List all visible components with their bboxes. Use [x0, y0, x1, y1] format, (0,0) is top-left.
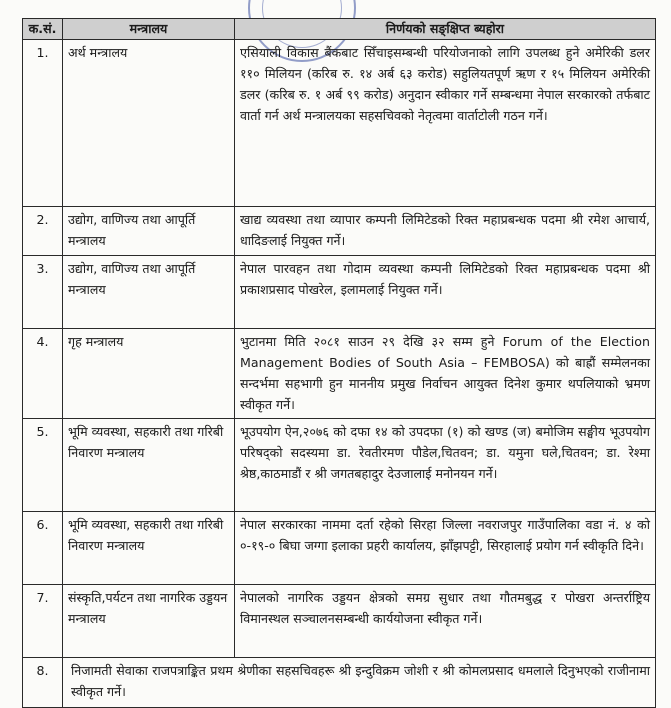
- row-ministry: उद्योग, वाणिज्य तथा आपूर्ति मन्त्रालय: [63, 207, 235, 256]
- row-sn: 4.: [23, 329, 63, 419]
- row-ministry: संस्कृति,पर्यटन तथा नागरिक उड्डयन मन्त्रालय: [63, 585, 235, 658]
- header-sn: क.सं.: [23, 19, 63, 40]
- table-row: [23, 207, 656, 256]
- row-decision: भूउपयोग ऐन,२०७६ को दफा १४ को उपदफा (१) को खण्ड (ज) बमोजिम सङ्घीय भूउपयोग परिषद्को सदस्यमा डा. रेवतीरमण पौडेल,चितवन; डा. यमुना घले,चितवन; डा. रेश्मा श्रेष्ठ,काठमाडौं र श्री जगतबहादुर देउजालाई मनोनयन गर्ने।: [235, 419, 656, 512]
- header-ministry: मन्त्रालय: [63, 19, 235, 40]
- row-sn: 1.: [23, 40, 63, 207]
- row-decision: नेपाल सरकारका नाममा दर्ता रहेको सिरहा जिल्ला नवराजपुर गाउँपालिका वडा नं. ४ को ०-१९-० बिघा जग्गा इलाका प्रहरी कार्यालय, झाँझपट्टी, सिरहालाई प्रयोग गर्न स्वीकृति दिने।: [235, 512, 656, 585]
- table-row: [23, 40, 656, 207]
- table-row: [23, 419, 656, 512]
- row-ministry: अर्थ मन्त्रालय: [63, 40, 235, 207]
- cabinet-decisions-table: [22, 18, 656, 708]
- row-ministry: भूमि व्यवस्था, सहकारी तथा गरिबी निवारण मन्त्रालय: [63, 512, 235, 585]
- row-sn: 3.: [23, 256, 63, 329]
- table-row: [23, 585, 656, 658]
- header-decision: निर्णयको सङ्क्षिप्त ब्यहोरा: [235, 19, 656, 40]
- row-ministry: भूमि व्यवस्था, सहकारी तथा गरिबी निवारण मन्त्रालय: [63, 419, 235, 512]
- table-row: [23, 256, 656, 329]
- table-row: [23, 329, 656, 419]
- row-sn: 8.: [23, 658, 63, 708]
- row-decision: खाद्य व्यवस्था तथा व्यापार कम्पनी लिमिटेडको रिक्त महाप्रबन्धक पदमा श्री रमेश आचार्य, धादिङलाई नियुक्त गर्ने।: [235, 207, 656, 256]
- row-decision: एसियाली विकास बैंकबाट सिँचाइसम्बन्धी परियोजनाको लागि उपलब्ध हुने अमेरिकी डलर ११० मिलियन (करिब रु. १४ अर्ब ६३ करोड) सहुलियतपूर्ण ऋण र १५ मिलियन अमेरिकी डलर (करिब रु. १ अर्ब ९९ करोड) अनुदान स्वीकार गर्ने सम्बन्धमा नेपाल सरकारको तर्फबाट वार्ता गर्न अर्थ मन्त्रालयका सहसचिवको नेतृत्वमा वार्ताटोली गठन गर्ने।: [235, 40, 656, 207]
- table-row: [23, 512, 656, 585]
- row-decision: नेपाल पारवहन तथा गोदाम व्यवस्था कम्पनी लिमिटेडको रिक्त महाप्रबन्धक पदमा श्री प्रकाशप्रसाद पोखरेल, इलामलाई नियुक्त गर्ने।: [235, 256, 656, 329]
- row-sn: 5.: [23, 419, 63, 512]
- row-ministry: गृह मन्त्रालय: [63, 329, 235, 419]
- row-ministry: उद्योग, वाणिज्य तथा आपूर्ति मन्त्रालय: [63, 256, 235, 329]
- row-sn: 7.: [23, 585, 63, 658]
- row-decision: नेपालको नागरिक उड्डयन क्षेत्रको समग्र सुधार तथा गौतमबुद्ध र पोखरा अन्तर्राष्ट्रिय विमानस्थल सञ्चालनसम्बन्धी कार्ययोजना स्वीकृत गर्ने।: [235, 585, 656, 658]
- row-decision-merged: निजामती सेवाका राजपत्राङ्कित प्रथम श्रेणीका सहसचिवहरू श्री इन्दुविक्रम जोशी र श्री कोमलप्रसाद धमलाले दिनुभएको राजीनामा स्वीकृत गर्ने।: [63, 658, 656, 708]
- table-row: [23, 658, 656, 708]
- row-sn: 6.: [23, 512, 63, 585]
- row-sn: 2.: [23, 207, 63, 256]
- header-row: [23, 19, 656, 40]
- row-decision: भुटानमा मिति २०८१ साउन २९ देखि ३२ सम्म हुने Forum of the Election Management Bodies of South Asia – FEMBOSA) को बाह्रौं सम्मेलनका सन्दर्भमा सहभागी हुन माननीय प्रमुख निर्वाचन आयुक्त दिनेश कुमार थपलियाको भ्रमण स्वीकृत गर्ने।: [235, 329, 656, 419]
